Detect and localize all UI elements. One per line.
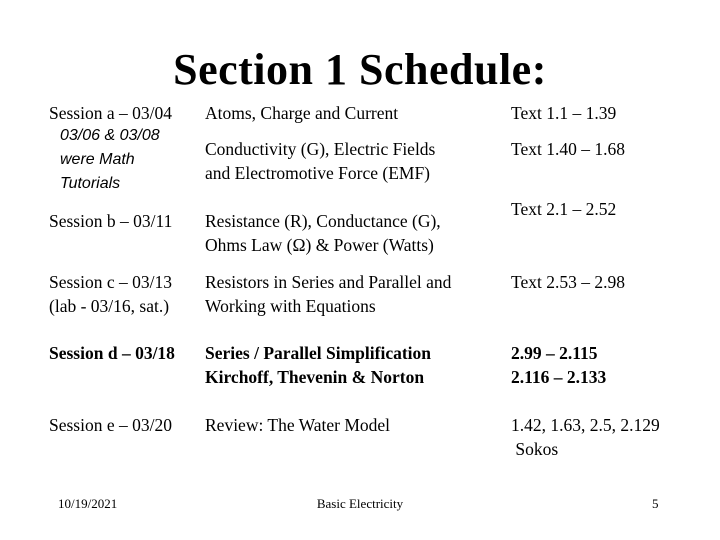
text-reference: 2.99 – 2.115 xyxy=(511,343,598,363)
footer-title: Basic Electricity xyxy=(316,496,404,511)
text-reference: Text 1.1 – 1.39 xyxy=(511,103,617,123)
session-note: (lab - 03/16, sat.) xyxy=(49,296,170,316)
session-note: Tutorials xyxy=(60,175,121,192)
session-label: Session a – 03/04 xyxy=(49,103,172,123)
slide-title: Section 1 Schedule: xyxy=(173,45,547,94)
topic-text: Working with Equations xyxy=(205,296,376,316)
session-label: Session b – 03/11 xyxy=(49,211,173,231)
topic-text: Ohms Law (Ω) & Power (Watts) xyxy=(205,235,434,255)
session-note: 03/06 & 03/08 xyxy=(60,127,160,144)
text-reference: Text 2.1 – 2.52 xyxy=(511,199,617,219)
topic-text: Review: The Water Model xyxy=(205,415,391,435)
text-reference: 1.42, 1.63, 2.5, 2.129 xyxy=(511,415,660,435)
topic-text: and Electromotive Force (EMF) xyxy=(205,163,431,183)
topic-text: Atoms, Charge and Current xyxy=(205,103,399,123)
text-reference: Sokos xyxy=(511,439,559,459)
session-note: were Math xyxy=(60,151,135,168)
topic-text: Conductivity (G), Electric Fields xyxy=(205,139,436,159)
topic-text: Kirchoff, Thevenin & Norton xyxy=(205,367,425,387)
topic-text: Resistors in Series and Parallel and xyxy=(205,272,452,292)
topic-text: Series / Parallel Simplification xyxy=(205,343,432,363)
text-reference: Text 1.40 – 1.68 xyxy=(511,139,625,159)
footer-date: 10/19/2021 xyxy=(58,496,118,511)
topic-text: Resistance (R), Conductance (G), xyxy=(205,211,441,231)
session-label: Session e – 03/20 xyxy=(49,415,172,435)
text-reference: 2.116 – 2.133 xyxy=(511,367,607,387)
session-label: Session d – 03/18 xyxy=(49,343,175,363)
session-label: Session c – 03/13 xyxy=(49,272,172,292)
page-number: 5 xyxy=(652,496,659,511)
text-reference: Text 2.53 – 2.98 xyxy=(511,272,625,292)
